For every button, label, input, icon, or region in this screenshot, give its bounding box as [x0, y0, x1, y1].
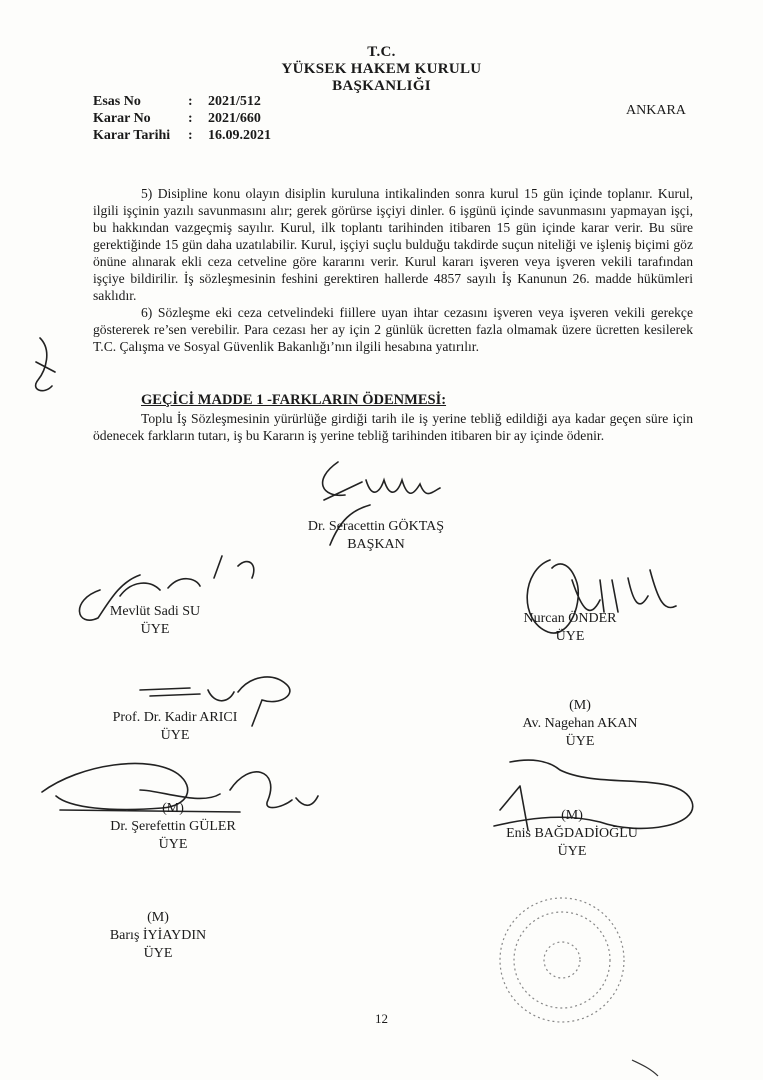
page-number: 12: [375, 1011, 388, 1026]
header-board-name: YÜKSEK HAKEM KURULU: [281, 61, 482, 77]
meta-label: Karar No: [93, 111, 151, 126]
signatory-mark: (M): [147, 910, 169, 925]
signatory-mark: (M): [561, 808, 583, 823]
meta-colon: :: [188, 111, 193, 126]
signatory-name: Barış İYİAYDIN: [109, 928, 207, 943]
signature-block-member-7: [88, 909, 228, 963]
signatory-name: Enis BAĞDADİOĞLU: [506, 826, 638, 841]
meta-label: Esas No: [93, 94, 141, 109]
signature-block-member-4: [490, 697, 670, 751]
signature-block-member-3: [90, 709, 260, 745]
meta-value: 2021/660: [208, 111, 261, 126]
signatory-mark: (M): [162, 801, 184, 816]
meta-value: 2021/512: [208, 94, 261, 109]
corner-mark: [632, 1060, 658, 1076]
signatory-name: Av. Nagehan AKAN: [522, 716, 638, 731]
signatory-role: BAŞKAN: [347, 537, 405, 552]
header-tc: T.C.: [367, 44, 396, 60]
meta-colon: :: [188, 94, 193, 109]
official-seal: [500, 898, 624, 1022]
signature-block-chair: [276, 518, 476, 554]
signatory-name: Prof. Dr. Kadir ARICI: [112, 710, 238, 725]
signatory-name: Nurcan ÖNDER: [523, 611, 617, 626]
temporary-article-text: Toplu İş Sözleşmesinin yürürlüğe girdiği tarih ile iş yerine tebliğ edildiği aya kadar geçen süre için ödenecek farkların tutarı, iş bu Kararın iş yerine tebliğ tarihinden itibaren bir ay içinde ödenir.: [93, 411, 693, 443]
signatory-role: ÜYE: [557, 844, 587, 859]
signatory-role: ÜYE: [158, 837, 188, 852]
signature-block-member-2: [490, 610, 650, 646]
signatory-role: ÜYE: [143, 946, 173, 961]
meta-colon: :: [188, 128, 193, 143]
temporary-article-heading: GEÇİCİ MADDE 1 -FARKLARIN ÖDENMESİ:: [141, 392, 447, 408]
paragraph-item-5: 5) Disipline konu olayın disiplin kuruluna intikalinden sonra kurul 15 gün içinde toplanır. Kurul, ilgili işçinin yazılı savunmasını alır; gerek görürse işçiyi dinler. 6 işgünü içinde savunmasını yapmayan işçi, bu hakkından vazgeçmiş sayılır. Kurul, ilk toplantı tarihinden itibaren 15 gün içinde karar verir. Bu süre gerektiğinde 15 gün daha uzatılabilir. Kurul, işçiyi suçlu bulduğu takdirde suçun niteliği ve işleniş biçimi göz önüne alınarak ekli ceza cetveline göre kararını verir. Kurul kararı işveren veya işveren vekili tarafından işçiye bildirilir. İş sözleşmesinin feshini gerektiren hallerde 4857 sayılı İş Kanunun 26. madde hükümleri saklıdır.: [93, 186, 693, 303]
city: ANKARA: [626, 103, 686, 118]
signature-block-member-1: [70, 603, 240, 639]
paragraph-item-6: 6) Sözleşme eki ceza cetvelindeki fiillere uyan ihtar cezasını işveren veya işveren vekili gerekçe göstererek re’sen verebilir. Para cezası her ay için 2 günlük ücretten fazla olmamak üzere ücretten kesilerek T.C. Çalışma ve Sosyal Güvenlik Bakanlığı’nın ilgili hesabına yatırılır.: [93, 305, 693, 354]
signature-block-member-5: [88, 800, 258, 854]
signatory-role: ÜYE: [140, 622, 170, 637]
meta-label: Karar Tarihi: [93, 128, 171, 143]
margin-initial-mark: [36, 338, 55, 391]
signature-block-member-6: [482, 807, 662, 861]
signatory-role: ÜYE: [555, 629, 585, 644]
header-presidency: BAŞKANLIĞI: [332, 78, 431, 94]
signatory-mark: (M): [569, 698, 591, 713]
signatory-role: ÜYE: [160, 728, 190, 743]
signatory-role: ÜYE: [565, 734, 595, 749]
signatory-name: Dr. Şerefettin GÜLER: [110, 819, 236, 834]
meta-value: 16.09.2021: [208, 128, 271, 143]
signatory-name: Dr. Seracettin GÖKTAŞ: [307, 519, 445, 534]
signatory-name: Mevlüt Sadi SU: [109, 604, 201, 619]
